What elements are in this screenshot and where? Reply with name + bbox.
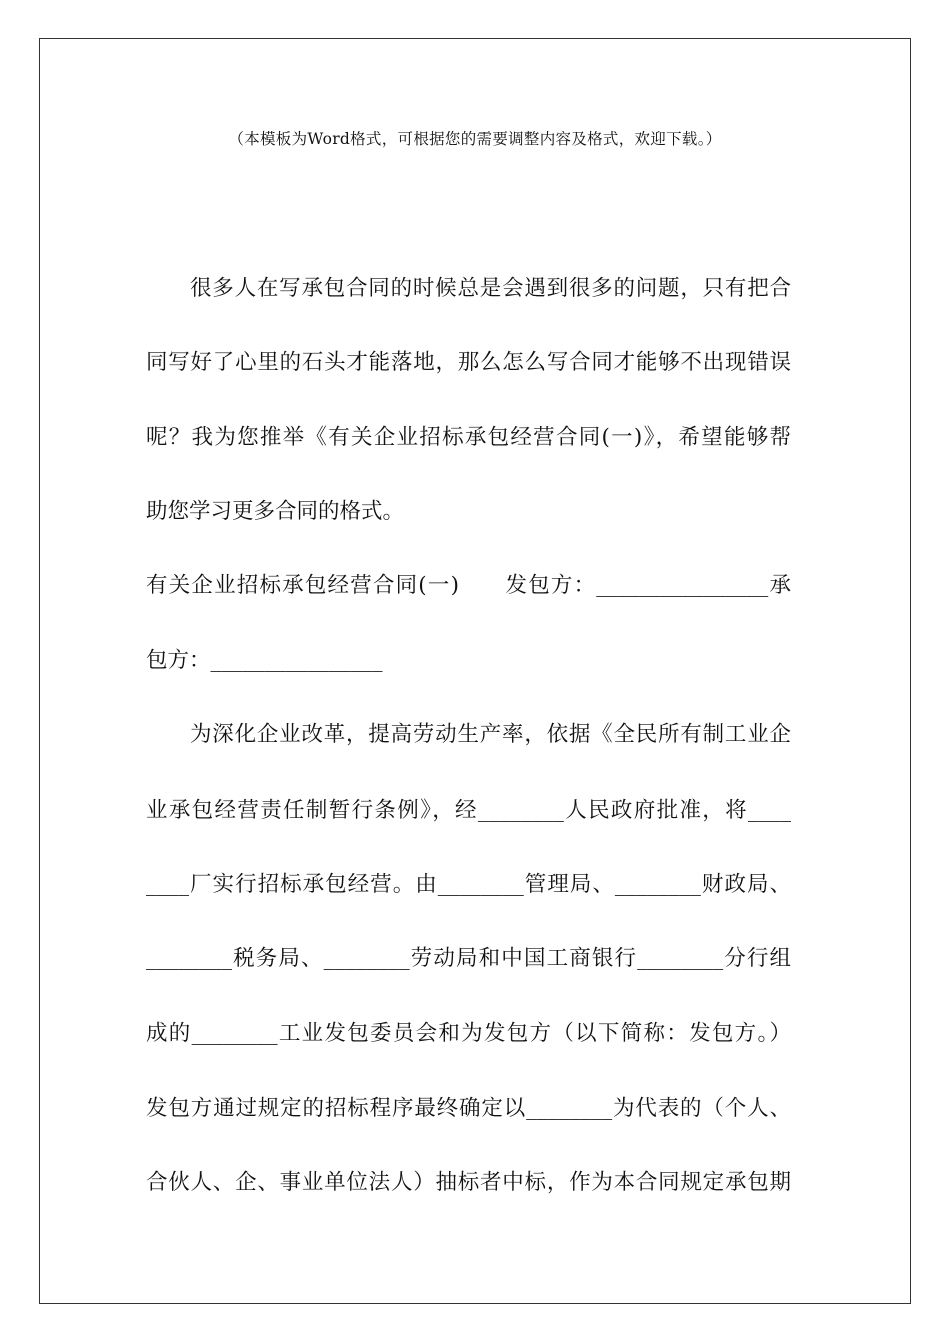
contractor-line: 包方：________________ xyxy=(146,648,383,673)
body-line-5: 成的________工业发包委员会和为发包方（以下简称：发包方。） xyxy=(146,1021,791,1046)
intro-line-4: 助您学习更多合同的格式。 xyxy=(146,499,405,524)
body-line-2: 业承包经营责任制暂行条例》，经________人民政府批准，将____ xyxy=(146,798,791,823)
body-line-3: ____厂实行招标承包经营。由________管理局、________财政局、 xyxy=(146,872,791,897)
body-line-6: 发包方通过规定的招标程序最终确定以________为代表的（个人、 xyxy=(146,1096,791,1121)
body-line-4: ________税务局、________劳动局和中国工商银行________分行组 xyxy=(146,946,791,971)
intro-line-2: 同写好了心里的石头才能落地，那么怎么写合同才能够不出现错误 xyxy=(146,350,791,375)
body-line-7: 合伙人、企、事业单位法人）抽标者中标，作为本合同规定承包期 xyxy=(146,1170,791,1195)
intro-line-1: 很多人在写承包合同的时候总是会遇到很多的问题，只有把合 xyxy=(190,276,791,301)
template-notice: （本模板为Word格式，可根据您的需要调整内容及格式，欢迎下载。） xyxy=(228,130,722,148)
contract-title-line: 有关企业招标承包经营合同(一) 发包方：________________承 xyxy=(146,573,791,598)
body-line-1: 为深化企业改革，提高劳动生产率，依据《全民所有制工业企 xyxy=(190,722,791,747)
intro-line-3: 呢？我为您推举《有关企业招标承包经营合同(一)》，希望能够帮 xyxy=(146,425,791,450)
